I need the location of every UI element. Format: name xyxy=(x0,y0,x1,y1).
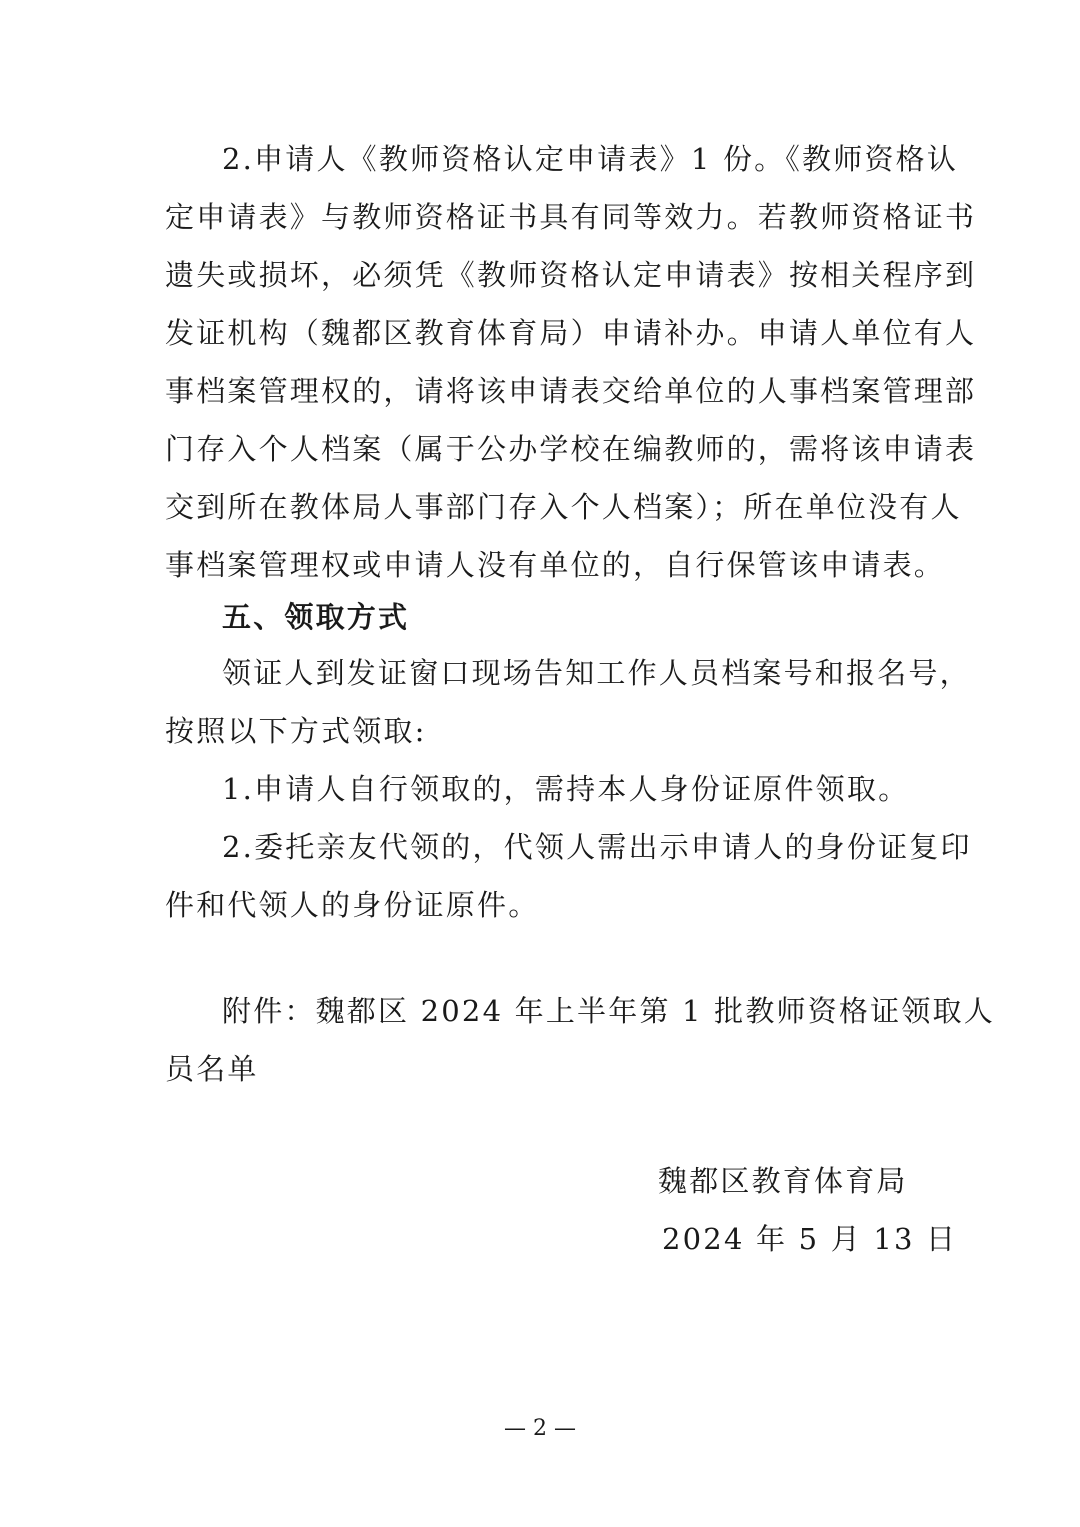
paragraph-line: 按照以下方式领取: xyxy=(165,714,427,748)
list-item-continuation: 件和代领人的身份证原件。 xyxy=(165,888,540,922)
paragraph-line: 遗失或损坏，必须凭《教师资格认定申请表》按相关程序到 xyxy=(165,258,977,292)
paragraph-line: 2.申请人《教师资格认定申请表》1 份。《教师资格认 xyxy=(222,142,959,176)
attachment-line: 附件：魏都区 2024 年上半年第 1 批教师资格证领取人 xyxy=(222,994,995,1028)
section-heading: 五、领取方式 xyxy=(222,600,410,634)
signature-organization: 魏都区教育体育局 xyxy=(658,1164,908,1198)
paragraph-line: 领证人到发证窗口现场告知工作人员档案号和报名号， xyxy=(222,656,971,690)
list-item: 2.委托亲友代领的，代领人需出示申请人的身份证复印 xyxy=(222,830,972,864)
paragraph-line: 门存入个人档案（属于公办学校在编教师的，需将该申请表 xyxy=(165,432,977,466)
list-item: 1.申请人自行领取的，需持本人身份证原件领取。 xyxy=(222,772,910,806)
paragraph-line: 事档案管理权或申请人没有单位的，自行保管该申请表。 xyxy=(165,548,946,582)
paragraph-line: 发证机构（魏都区教育体育局）申请补办。申请人单位有人 xyxy=(165,316,977,350)
paragraph-line: 定申请表》与教师资格证书具有同等效力。若教师资格证书 xyxy=(165,200,977,234)
attachment-line: 员名单 xyxy=(165,1052,259,1086)
paragraph-line: 交到所在教体局人事部门存入个人档案）；所在单位没有人 xyxy=(165,490,962,524)
page-number: — 2 — xyxy=(504,1416,576,1441)
signature-date: 2024 年 5 月 13 日 xyxy=(662,1222,958,1256)
paragraph-line: 事档案管理权的，请将该申请表交给单位的人事档案管理部 xyxy=(165,374,977,408)
